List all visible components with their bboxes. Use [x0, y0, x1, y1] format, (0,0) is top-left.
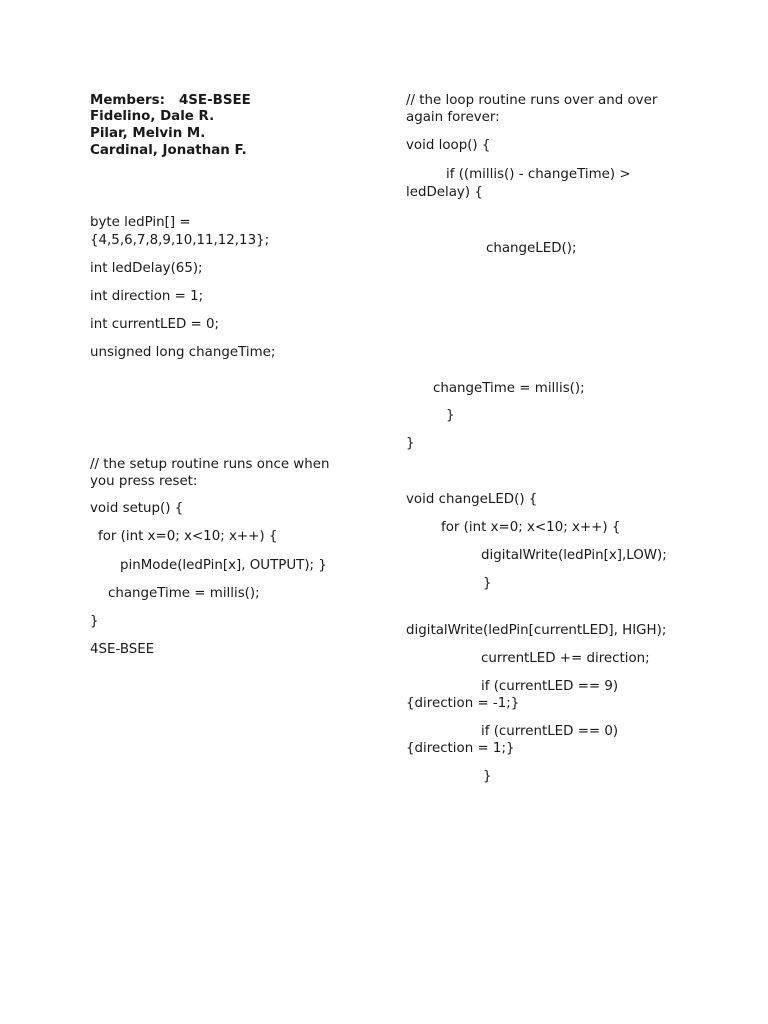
code-line: int ledDelay(65);	[90, 261, 203, 276]
member-name: Fidelino, Dale R.	[90, 109, 215, 124]
code-line: unsigned long changeTime;	[90, 345, 276, 360]
code-line: }	[483, 576, 492, 591]
code-line: {direction = -1;}	[406, 696, 520, 711]
code-line: int currentLED = 0;	[90, 317, 220, 332]
code-comment: // the loop routine runs over and over	[406, 93, 658, 108]
code-line: changeTime = millis();	[108, 586, 260, 601]
code-line: void setup() {	[90, 501, 184, 516]
footer-label: 4SE-BSEE	[90, 642, 155, 657]
code-line: changeTime = millis();	[433, 381, 585, 396]
code-line: byte ledPin[] =	[90, 215, 191, 230]
code-line: ledDelay) {	[406, 185, 483, 200]
code-line: int direction = 1;	[90, 289, 204, 304]
members-label: Members:	[90, 93, 165, 108]
code-line: if ((millis() - changeTime) >	[446, 167, 631, 182]
code-line: if (currentLED == 0)	[481, 724, 619, 739]
code-line: digitalWrite(ledPin[currentLED], HIGH);	[406, 623, 667, 638]
code-comment: // the setup routine runs once when	[90, 457, 330, 472]
code-line: void changeLED() {	[406, 492, 538, 507]
code-line: void loop() {	[406, 138, 491, 153]
code-line: {direction = 1;}	[406, 741, 515, 756]
code-line: for (int x=0; x<10; x++) {	[98, 529, 278, 544]
code-line: changeLED();	[486, 241, 577, 256]
code-line: if (currentLED == 9)	[481, 679, 619, 694]
code-line: {4,5,6,7,8,9,10,11,12,13};	[90, 233, 270, 248]
code-line: pinMode(ledPin[x], OUTPUT); }	[120, 558, 327, 573]
code-line: for (int x=0; x<10; x++) {	[441, 520, 621, 535]
member-name: Pilar, Melvin M.	[90, 126, 206, 141]
code-line: }	[483, 769, 492, 784]
code-line: digitalWrite(ledPin[x],LOW);	[481, 548, 667, 563]
code-line: }	[446, 408, 455, 423]
code-line: }	[406, 436, 415, 451]
code-line: currentLED += direction;	[481, 651, 650, 666]
section-label: 4SE-BSEE	[178, 93, 251, 108]
code-line: }	[90, 614, 99, 629]
code-comment: again forever:	[406, 110, 500, 125]
member-name: Cardinal, Jonathan F.	[90, 143, 247, 158]
members-heading	[90, 92, 251, 109]
code-comment: you press reset:	[90, 474, 198, 489]
